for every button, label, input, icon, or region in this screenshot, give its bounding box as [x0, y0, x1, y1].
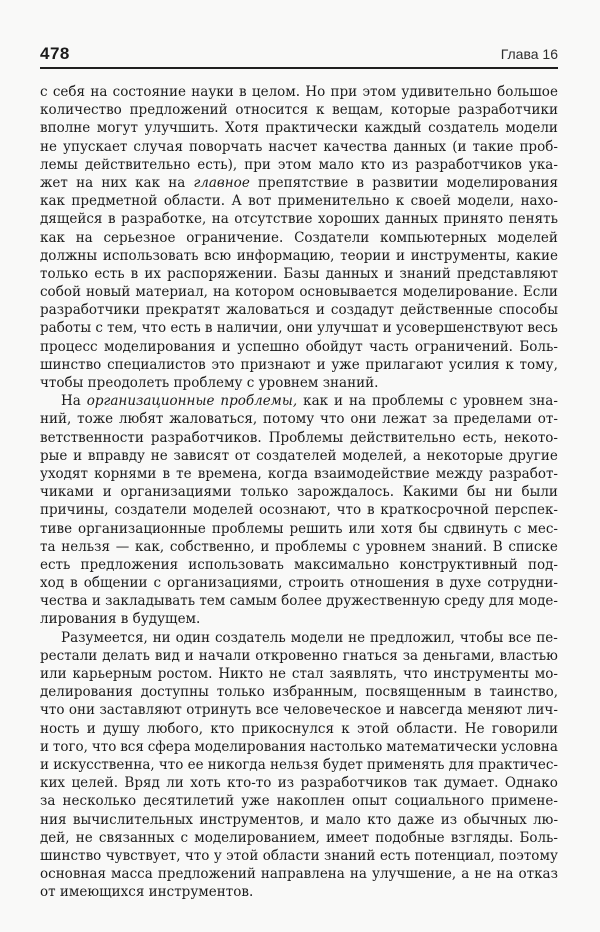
text-line: делирования доступны только избранным, посвященным в таинство, — [40, 684, 558, 701]
text-line: уходят корнями в те времена, когда взаимодействие между разработ- — [40, 465, 558, 482]
text-line: та нельзя — как, собственно, и проблемы с уровнем знаний. В списке — [40, 538, 558, 555]
text-line: чтобы преодолеть проблему с уровнем знаний. — [40, 375, 379, 391]
text-line: На организационные проблемы, как и на проблемы с уровнем зна- — [61, 393, 558, 410]
text-line: шинство специалистов это признают и уже прилагают усилия к тому, — [40, 356, 558, 373]
text-line: за несколько десятилетий уже накоплен опыт социального примене- — [40, 793, 558, 810]
text-line: вполне могут улучшить. Хотя практически каждый создатель модели — [40, 120, 558, 137]
text-line: процесс моделирования и успешно обойдут часть ограничений. Боль- — [40, 338, 558, 355]
text-line: не упускает случая поворчать насчет качества данных (и такие проб- — [40, 138, 558, 155]
text-line: Разумеется, ни один создатель модели не предложил, чтобы все пе- — [61, 629, 558, 646]
text-line: ность и душу любого, кто прикоснулся к этой области. Не говорили — [40, 720, 558, 737]
text-line: основная масса предложений направлена на улучшение, а не на отказ — [40, 866, 558, 883]
text-line: дящейся в разработке, на отсутствие хороших данных принято пенять — [40, 211, 558, 228]
text-line: рые и вправду не зависят от создателей моделей, а некоторые другие — [40, 447, 558, 464]
text-line: лемы действительно есть), при этом мало кто из разработчиков ука- — [40, 156, 558, 173]
text-line: с себя на состояние науки в целом. Но при этом удивительно большое — [40, 84, 558, 100]
page-body — [40, 83, 558, 901]
text-line: должны использовать всю информацию, теории и инструменты, какие — [40, 247, 558, 264]
text-line: рестали делать вид и начали откровенно гнаться за деньгами, властью — [40, 647, 558, 664]
text-line: шинство чувствует, что у этой области знаний есть потенциал, поэтому — [40, 847, 558, 864]
text-line: и искусственна, что ее никогда нельзя будет применять для практичес- — [40, 756, 558, 773]
text-line: чества и закладывать тем самым более дружественную среду для моде- — [40, 593, 558, 610]
text-line: как предметной области. А вот применительно к своей модели, нахо- — [40, 193, 558, 210]
text-line: как на серьезное ограничение. Создатели компьютерных моделей — [40, 229, 558, 246]
text-line: чиками и организациями только зарождалось. Какими бы ни были — [40, 484, 558, 501]
page-header — [40, 44, 558, 64]
text-line: или карьерным ростом. Никто не стал заявлять, что инструменты мо- — [40, 666, 558, 682]
chapter-label: Глава 16 — [500, 46, 558, 62]
text-line: тиве организационные проблемы решить или хотя бы сдвинуть с мес- — [40, 520, 558, 537]
text-line: и того, что вся сфера моделирования настолько математически условна — [40, 738, 558, 755]
text-line: только есть в их распоряжении. Базы данных и знаний представляют — [40, 265, 558, 282]
text-line: от имеющихся инструментов. — [40, 884, 254, 901]
text-line: ход в общении с организациями, строить отношения в духе сотрудни- — [40, 575, 558, 592]
text-line: собой новый материал, на котором основывается моделирование. Если — [40, 284, 558, 301]
text-line: причины, создатели моделей осознают, что в краткосрочной перспек- — [40, 502, 558, 519]
text-line: ветственности разработчиков. Проблемы действительно есть, некото- — [40, 429, 558, 446]
text-line: ний, тоже любят жаловаться, потому что они лежат за пределами от- — [40, 411, 558, 428]
text-line: есть предложения использовать максимально конструктивный под- — [40, 556, 558, 573]
text-line: ких целей. Вряд ли хоть кто-то из разработчиков так думает. Однако — [40, 775, 558, 792]
text-line: лирования в будущем. — [40, 611, 201, 628]
page-number: 478 — [40, 44, 70, 63]
text-line: дей, не связанных с моделированием, имеет подобные взгляды. Боль- — [40, 829, 558, 846]
text-line: разработчики прекратят жаловаться и создадут действенные способы — [40, 302, 558, 319]
header-rule — [40, 67, 558, 69]
text-line: жет на них как на главное препятствие в развитии моделирования — [40, 174, 558, 191]
text-line: ния вычислительных инструментов, и мало кто даже из обычных лю- — [40, 811, 558, 828]
text-line: количество предложений относится к вещам, которые разработчики — [40, 102, 558, 119]
text-line: работы с тем, что есть в наличии, они улучшат и усовершенствуют весь — [40, 320, 558, 337]
text-line: что они заставляют отринуть все человеческое и навсегда меняют лич- — [40, 702, 558, 719]
